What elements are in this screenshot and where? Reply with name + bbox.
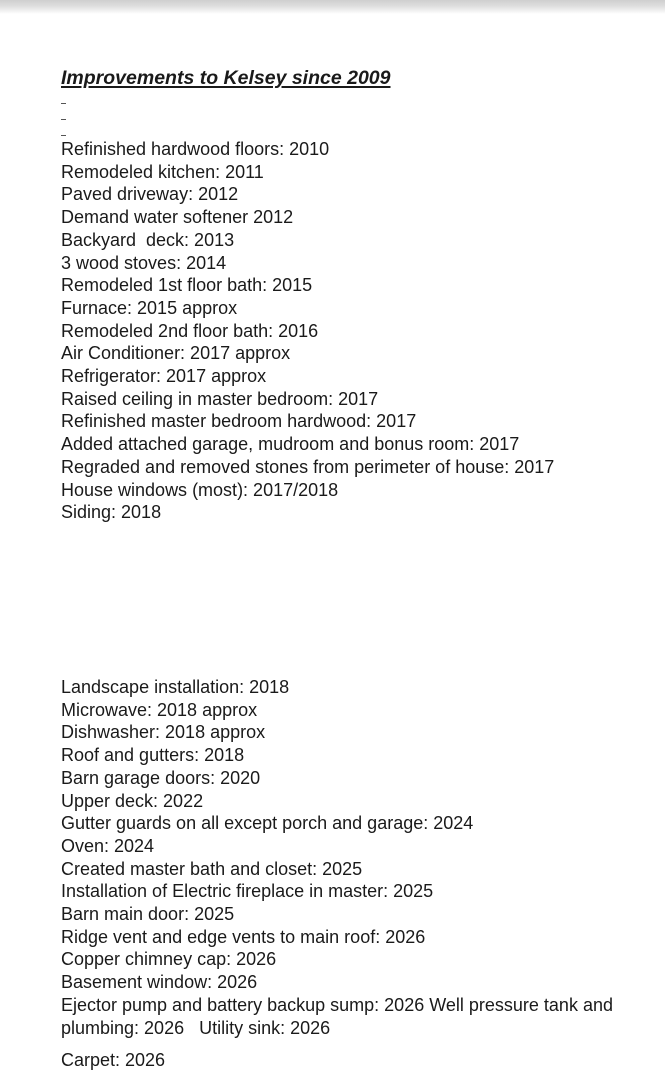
list-item: Installation of Electric fireplace in master: 2025 (61, 881, 434, 902)
list-item-last: Carpet: 2026 (61, 1050, 166, 1070)
list-item: Barn garage doors: 2020 (61, 767, 261, 788)
list-item: Refinished master bedroom hardwood: 2017 (61, 411, 417, 432)
list-item: Ridge vent and edge vents to main roof: 2026 (61, 926, 426, 947)
list-item: Dishwasher: 2018 approx (61, 722, 266, 743)
list-item: Copper chimney cap: 2026 (61, 949, 277, 970)
list-item: Remodeled 2nd floor bath: 2016 (61, 320, 319, 341)
improvements-list-part-2 (61, 676, 473, 994)
empty-line-marker (61, 103, 66, 104)
list-item: Refrigerator: 2017 approx (61, 366, 267, 387)
list-item: Barn main door: 2025 (61, 904, 235, 925)
list-item: Paved driveway: 2012 (61, 184, 239, 205)
list-item: Oven: 2024 (61, 835, 155, 856)
top-edge-shadow (0, 0, 665, 14)
list-item: Raised ceiling in master bedroom: 2017 (61, 388, 379, 409)
list-item: Remodeled kitchen: 2011 (61, 161, 264, 182)
empty-line-marker (61, 119, 66, 120)
list-item: 3 wood stoves: 2014 (61, 252, 227, 273)
list-item: Air Conditioner: 2017 approx (61, 343, 291, 364)
list-item: House windows (most): 2017/2018 (61, 479, 339, 500)
list-item: Gutter guards on all except porch and garage: 2024 (61, 813, 474, 834)
list-item: Backyard deck: 2013 (61, 229, 235, 250)
list-item: Regraded and removed stones from perimeter of house: 2017 (61, 456, 555, 477)
list-item: Furnace: 2015 approx (61, 297, 238, 318)
list-item: Upper deck: 2022 (61, 790, 204, 811)
list-item: Added attached garage, mudroom and bonus room: 2017 (61, 434, 520, 455)
list-item: Siding: 2018 (61, 502, 162, 523)
improvements-list-part-1 (61, 138, 554, 524)
list-item: Refinished hardwood floors: 2010 (61, 139, 330, 159)
empty-line-marker (61, 135, 66, 136)
list-item: Created master bath and closet: 2025 (61, 858, 363, 879)
list-item: Microwave: 2018 approx (61, 699, 258, 720)
list-item: Basement window: 2026 (61, 972, 258, 993)
list-item: Roof and gutters: 2018 (61, 745, 245, 766)
list-item: Demand water softener 2012 (61, 207, 294, 228)
document-title: Improvements to Kelsey since 2009 (61, 67, 391, 89)
list-item: Landscape installation: 2018 (61, 677, 290, 697)
list-item: Remodeled 1st floor bath: 2015 (61, 275, 313, 296)
multi-item-paragraph: Ejector pump and battery backup sump: 2026 Well pressure tank and plumbing: 2026 Utility sink: 2026 (61, 995, 618, 1038)
